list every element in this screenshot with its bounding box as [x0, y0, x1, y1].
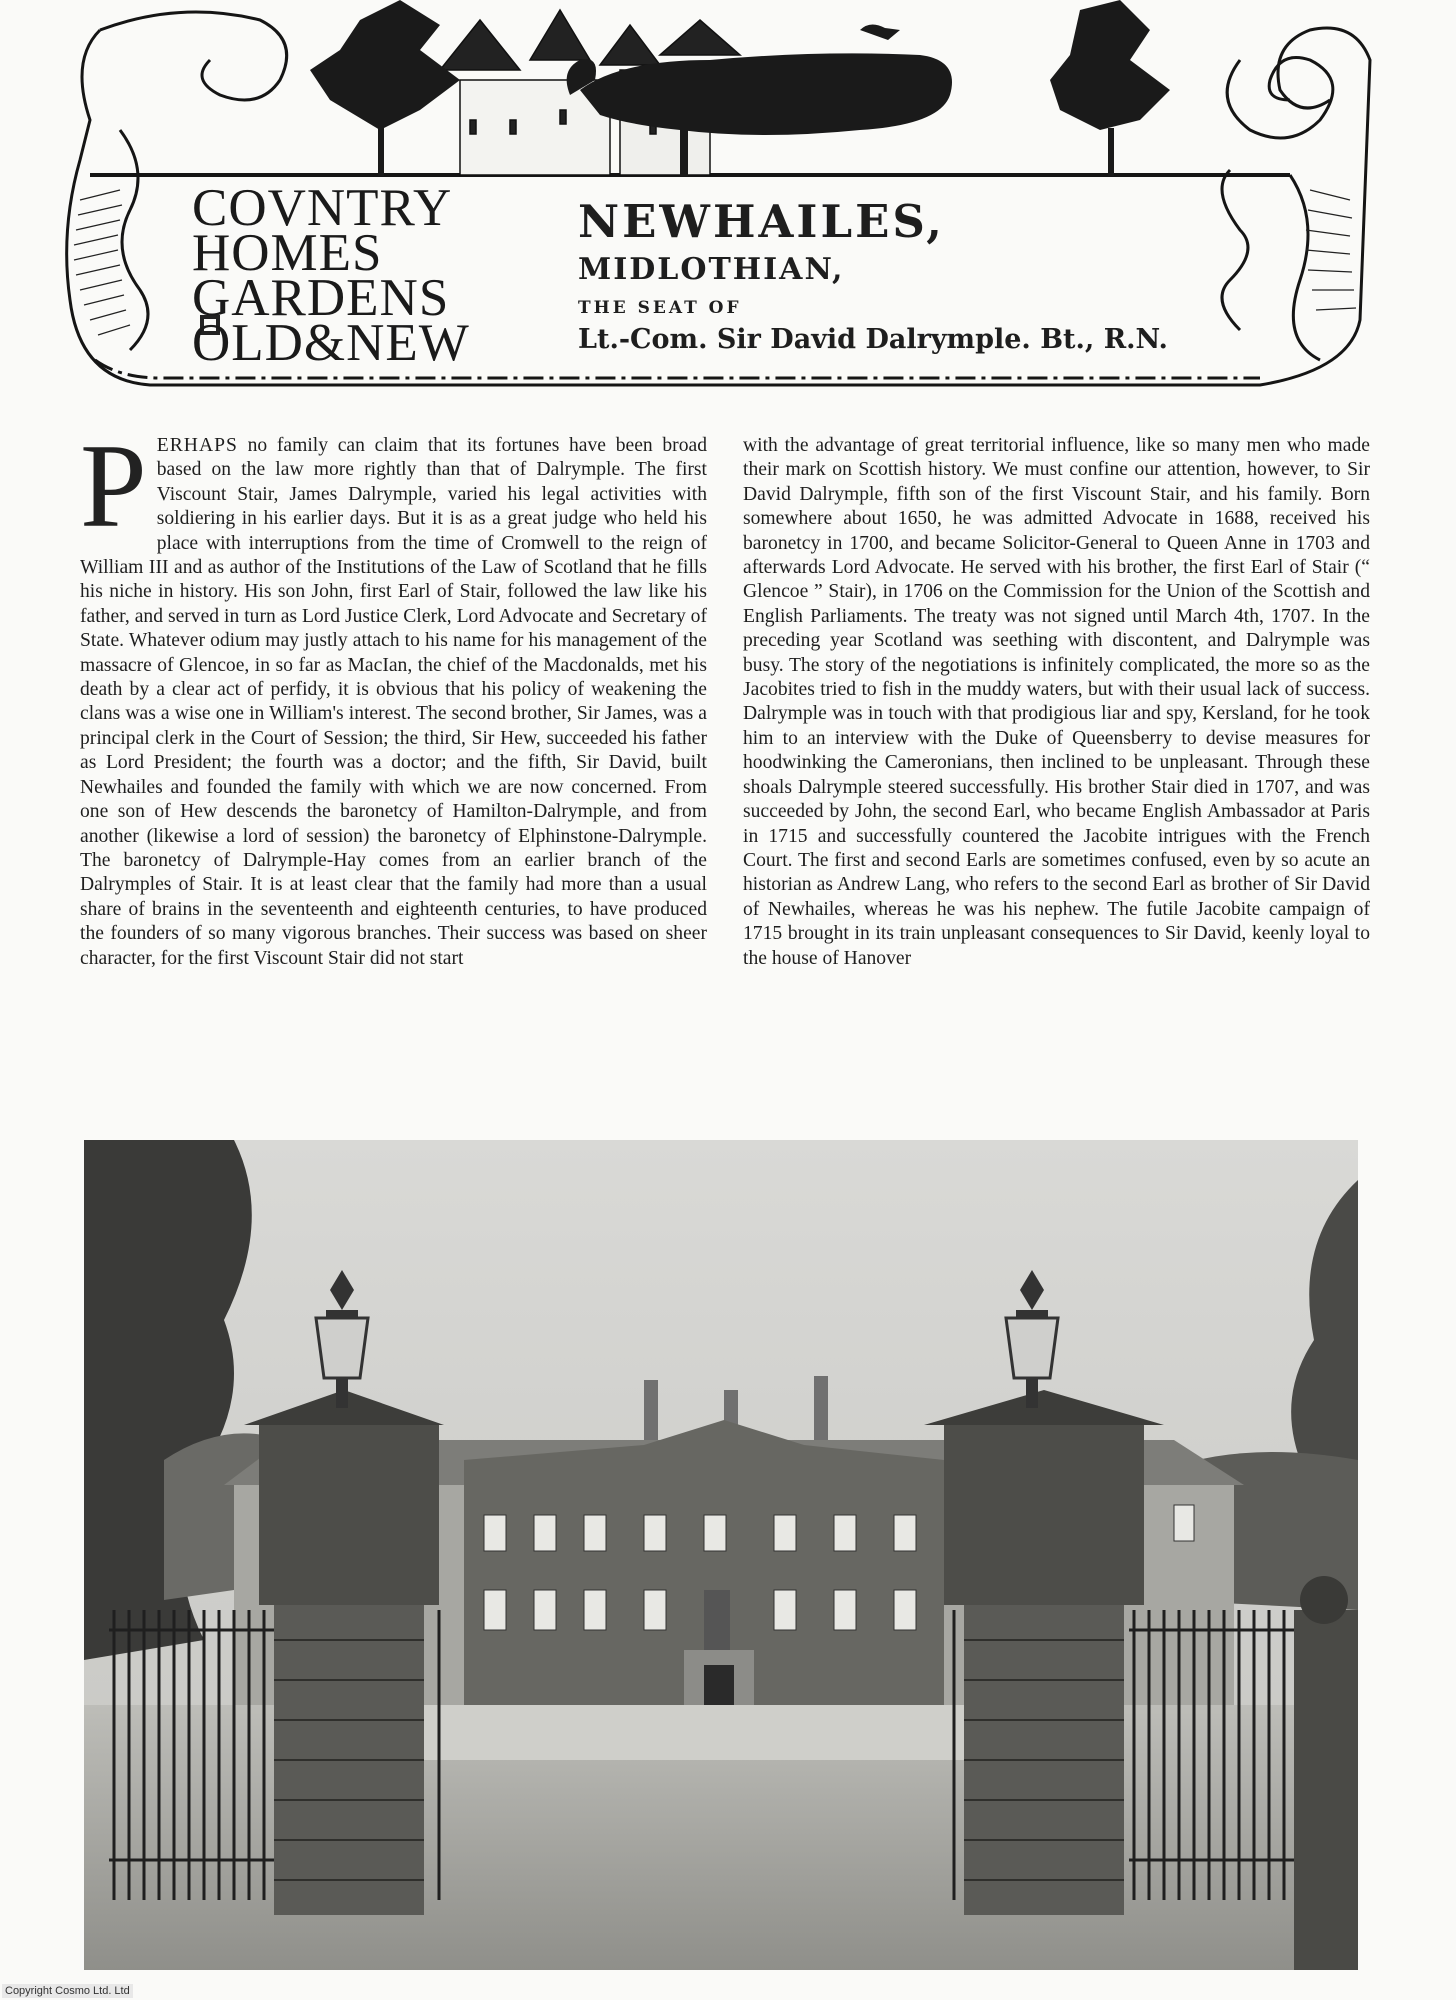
masthead-line: HOMES [192, 224, 383, 282]
masthead-line: OLD&NEW [192, 314, 470, 372]
article-title-block [578, 196, 1198, 355]
paragraph-text: with the advantage of great territorial influence, like so many men who made their mark on Scottish history. We must confine our attention, however, to Sir David Dalrymple, fifth son of the first Viscount Stair, and his family. Born somewhere about 1650, he was admitted Advocate in 1688, received his baronetcy in 1700, and became Solicitor-General to Queen Anne in 1703 and afterwards Lord Advocate. He served with his brother, the first Earl of Stair (“ Glencoe ” Stair), in 1706 on the Commission for the Union of the Scottish and English Parliaments. The treaty was not signed until March 4th, 1707. In the preceding year Scotland was seething with discontent, and Dalrymple was busy. The story of the negotiations is infinitely complicated, the more so as the Jacobites tried to fish in the muddy waters, but with their usual lack of success. Dalrymple was in touch with that prodigious liar and spy, Kersland, for he took him to an interview with the Duke of Queensberry to devise measures for hoodwinking the Cameronians, then inclined to be unpleasant. Through these shoals Dalrymple steered successfully. His brother Stair died in 1707, and was succeeded by John, the second Earl, who became English Ambassador at Paris in 1715 and successfully countered the Jacobite intrigues with the French Court. The first and second Earls are sometimes confused, even by so acute an historian as Andrew Lang, who refers to the second Earl as brother of Sir David of Newhailes, whereas he was his nephew. The futile Jacobite campaign of 1715 brought in its train unpleasant consequences to Sir David, keenly loyal to the house of Hanover [743, 435, 1370, 969]
opening-word: ERHAPS [156, 435, 238, 456]
article-subtitle: MIDLOTHIAN, [578, 252, 845, 287]
drop-cap: P [80, 434, 147, 552]
masthead-line: GARDENS [192, 269, 450, 327]
copyright-credit: Copyright Cosmo Ltd. Ltd [2, 1984, 133, 1998]
article-title: NEWHAILES, [578, 195, 945, 248]
owner-name: Lt.-Com. Sir David Dalrymple. Bt., R.N. [578, 324, 1168, 355]
text-column-left [80, 434, 707, 1104]
magazine-masthead [192, 179, 532, 372]
text-column-right [743, 434, 1370, 1104]
article-body [80, 434, 1370, 1104]
paragraph-text: no family can claim that its fortunes have been broad based on the law more rightly than that of Dalrymple. The first Viscount Stair, James Dalrymple, varied his legal activities with soldiering in his earlier days. But it is as a great judge who held his place with interruptions from the time of Cromwell to the reign of William III and as author of the Institutions of the Law of Scotland that he fills his niche in history. His son John, first Earl of Stair, followed the law like his father, and served in turn as Lord Justice Clerk, Lord Advocate and Secretary of State. Whatever odium may justly attach to his name for his management of the massacre of Glencoe, in so far as MacIan, the chief of the Macdonalds, met his death by a clear act of perfidy, it is obvious that his policy of weakening the clans was a wise one in William's interest. The second brother, Sir James, was a principal clerk in the Court of Session; the third, Sir Hew, succeeded his father as Lord President; the fourth was a doctor; and the fifth, Sir David, built Newhailes and founded the family with which we are now concerned. From one son of Hew descends the baronetcy of Hamilton-Dalrymple, and from another (likewise a lord of session) the baronetcy of Elphinstone-Dalrymple. The baronetcy of Dalrymple-Hay comes from an earlier branch of the Dalrymples of Stair. It is at least clear that the family had more than a usual share of brains in the seventeenth and eighteenth centuries, to have produced the founders of so many vigorous branches. Their success was based on sheer character, for the first Viscount Stair did not start [80, 435, 707, 969]
masthead-line: COVNTRY [192, 179, 453, 237]
house-gateway-photo [84, 1140, 1358, 1970]
seat-label: THE SEAT OF [578, 298, 742, 318]
